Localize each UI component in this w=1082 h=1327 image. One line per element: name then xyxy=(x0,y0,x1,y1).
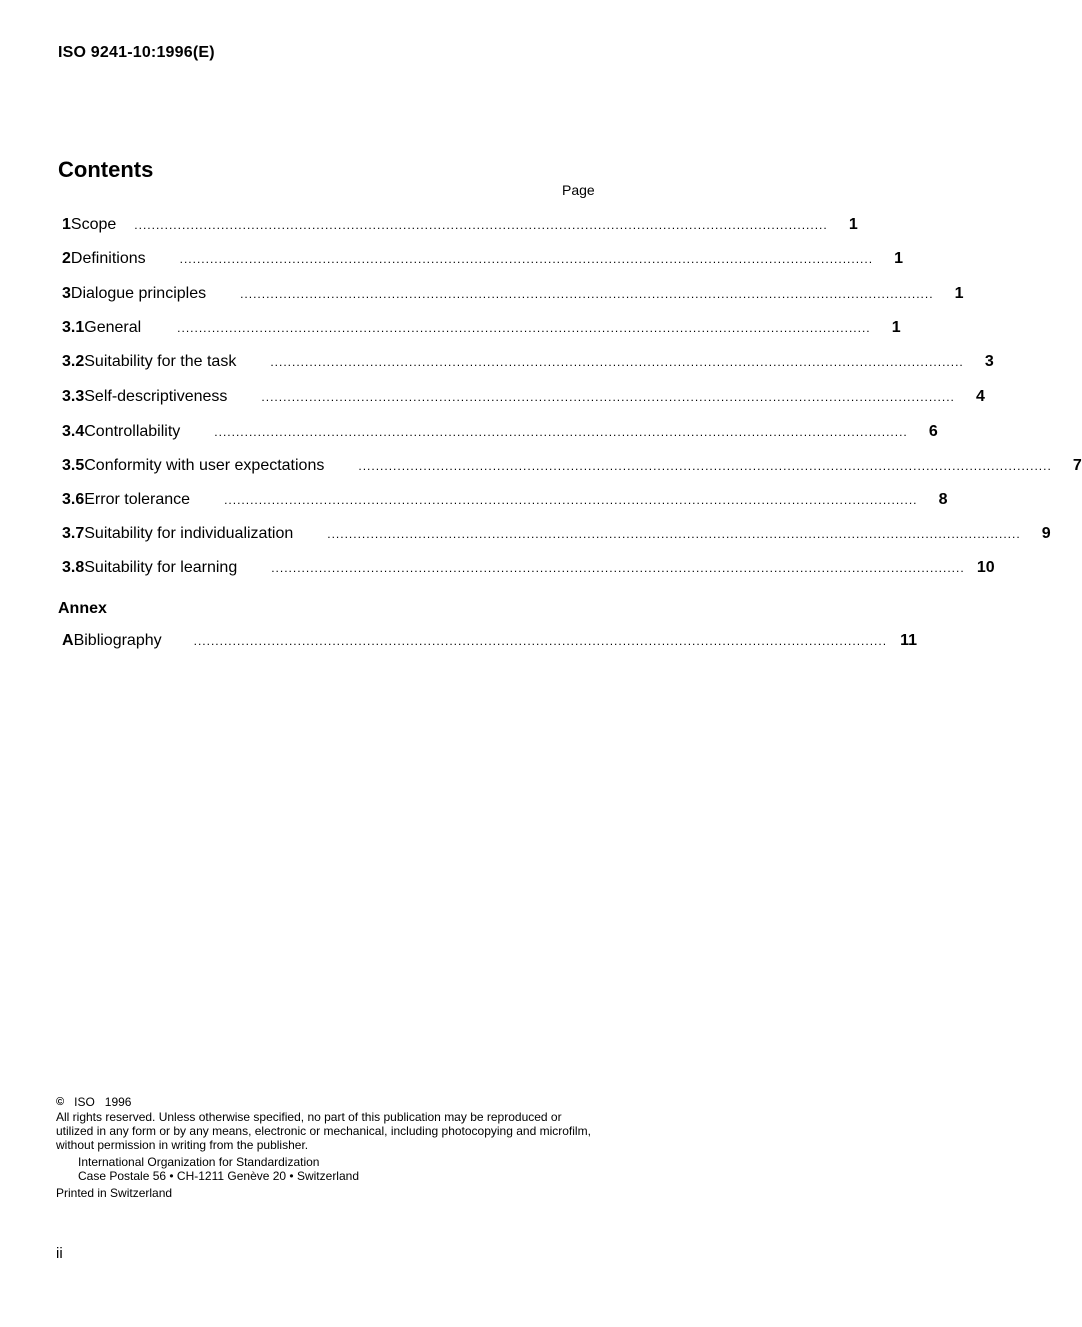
toc-entry-page: 8 xyxy=(938,491,948,508)
toc-entry[interactable] xyxy=(62,216,858,242)
toc-entry[interactable] xyxy=(62,319,901,345)
toc-entry-label: Error tolerance xyxy=(84,491,191,508)
toc-entry-number: 3.8 xyxy=(62,559,85,576)
rights-text: All rights reserved. Unless otherwise specified, no part of this publication may be reproduced or utilized in any form or by any means, electronic or mechanical, including photocopying and microfilm, without permission in writing from the publisher. xyxy=(56,1110,591,1152)
toc-leader-dots: ................................................................................................................................................................ xyxy=(224,493,918,507)
toc-entry-page: 1 xyxy=(954,285,964,302)
toc-entry[interactable] xyxy=(62,388,985,414)
toc-entry-number: 3.2 xyxy=(62,353,85,370)
toc-entry-page: 7 xyxy=(1072,457,1082,474)
toc-entry[interactable] xyxy=(62,559,995,585)
copyright-line xyxy=(56,1095,596,1109)
toc-entry-label: Suitability for individualization xyxy=(84,525,294,542)
org-address: Case Postale 56 • CH-1211 Genève 20 • Switzerland xyxy=(78,1169,359,1183)
toc-entry[interactable] xyxy=(62,285,964,311)
toc-entry-label: Definitions xyxy=(70,250,146,267)
copyright-symbol: © xyxy=(56,1096,65,1108)
toc-leader-dots: ................................................................................................................................................................ xyxy=(261,390,955,404)
toc-entry-label: Suitability for the task xyxy=(84,353,237,370)
toc-entry-number: 3.3 xyxy=(62,388,85,405)
toc-entry[interactable] xyxy=(62,491,948,517)
toc-leader-dots: ................................................................................................................................................................ xyxy=(327,527,1021,541)
toc-entry-page: 1 xyxy=(891,319,901,336)
toc-leader-dots: ................................................................................................................................................................ xyxy=(134,218,828,232)
toc-entry-number: 3 xyxy=(62,285,71,302)
toc-entry[interactable] xyxy=(62,353,994,379)
copyright-holder-year: ISO 1996 xyxy=(74,1095,132,1109)
toc-entry-label: Bibliography xyxy=(73,632,162,649)
toc-leader-dots: ................................................................................................................................................................ xyxy=(193,634,888,648)
toc-entry-number: 3.6 xyxy=(62,491,85,508)
toc-entry-number: 3.1 xyxy=(62,319,85,336)
toc-entry-page: 11 xyxy=(900,632,918,649)
toc-entry-label: General xyxy=(84,319,142,336)
toc-entry-number: 1 xyxy=(62,216,71,233)
toc-leader-dots: ................................................................................................................................................................ xyxy=(271,561,965,575)
page-column-heading: Page xyxy=(562,182,595,198)
toc-entry-page: 1 xyxy=(894,250,904,267)
toc-entry-number: 3.7 xyxy=(62,525,85,542)
toc-entry-page: 3 xyxy=(984,353,994,370)
copyright-block xyxy=(56,1095,596,1200)
toc-leader-dots: ................................................................................................................................................................ xyxy=(214,425,908,439)
toc-leader-dots: ................................................................................................................................................................ xyxy=(240,287,934,301)
toc-leader-dots: ................................................................................................................................................................ xyxy=(270,355,964,369)
toc-entry-number: A xyxy=(62,632,74,649)
toc-leader-dots: ................................................................................................................................................................ xyxy=(177,321,871,335)
toc-entry[interactable] xyxy=(62,250,904,276)
toc-entry-label: Scope xyxy=(70,216,117,233)
org-name: International Organization for Standardization xyxy=(78,1155,320,1169)
toc-entry-label: Controllability xyxy=(84,423,181,440)
printed-in: Printed in Switzerland xyxy=(56,1186,173,1200)
toc-leader-dots: ................................................................................................................................................................ xyxy=(358,459,1052,473)
toc-entry-page: 1 xyxy=(848,216,858,233)
toc-entry[interactable] xyxy=(62,423,938,449)
page-number: ii xyxy=(56,1245,63,1262)
toc-entry-annex[interactable] xyxy=(62,632,918,658)
toc-entry-label: Conformity with user expectations xyxy=(84,457,325,474)
toc-entry-page: 9 xyxy=(1041,525,1051,542)
toc-leader-dots: ................................................................................................................................................................ xyxy=(179,252,874,266)
contents-title: Contents xyxy=(58,157,154,182)
toc-entry-page: 4 xyxy=(975,388,985,405)
document-id: ISO 9241-10:1996(E) xyxy=(58,44,215,61)
annex-heading: Annex xyxy=(58,600,107,617)
toc-entry-page: 10 xyxy=(976,559,995,576)
toc-entry-label: Suitability for learning xyxy=(84,559,238,576)
toc-entry[interactable] xyxy=(62,457,1082,483)
toc-entry-number: 3.4 xyxy=(62,423,85,440)
toc-entry-label: Dialogue principles xyxy=(70,285,207,302)
toc-entry-page: 6 xyxy=(928,423,938,440)
toc-entry-number: 2 xyxy=(62,250,71,267)
toc-entry-label: Self-descriptiveness xyxy=(84,388,228,405)
toc-entry[interactable] xyxy=(62,525,1051,551)
toc-entry-number: 3.5 xyxy=(62,457,85,474)
